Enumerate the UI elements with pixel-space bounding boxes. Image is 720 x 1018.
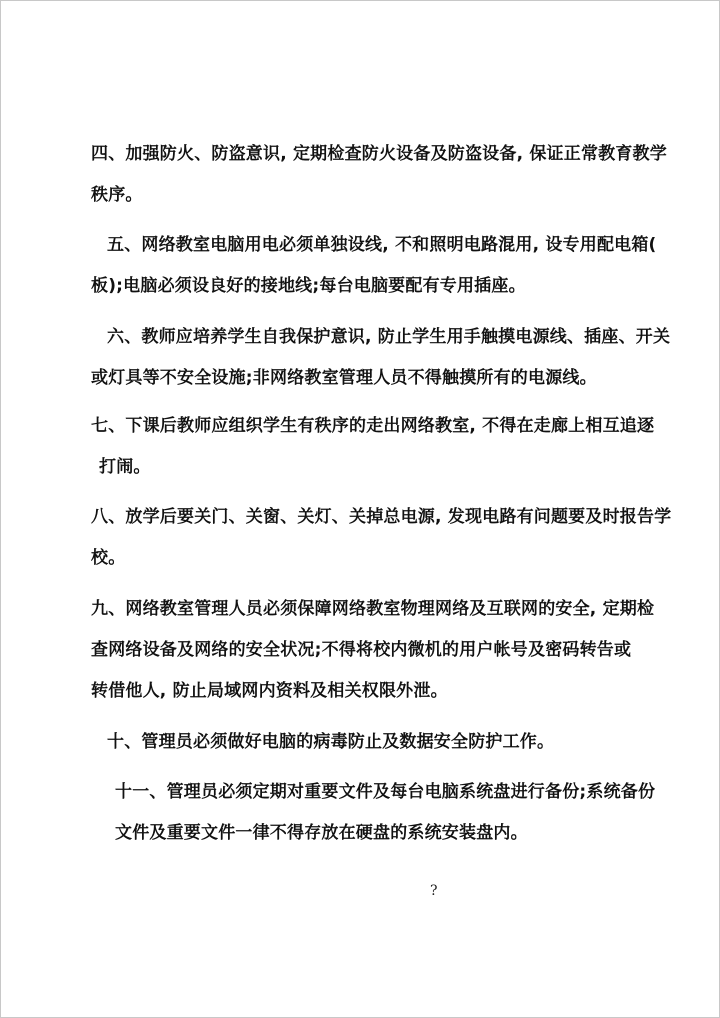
paragraph-line: 查网络设备及网络的安全状况;不得将校内微机的用户帐号及密码转告或 bbox=[91, 640, 632, 660]
paragraph-line: 校。 bbox=[91, 548, 126, 568]
paragraph-line: 十、管理员必须做好电脑的病毒防止及数据安全防护工作。 bbox=[107, 732, 555, 752]
paragraph-line: 九、网络教室管理人员必须保障网络教室物理网络及互联网的安全, 定期检 bbox=[91, 599, 655, 619]
paragraph-5 bbox=[91, 225, 657, 307]
paragraph-line: 转借他人, 防止局域网内资料及相关权限外泄。 bbox=[91, 681, 448, 701]
paragraph-7 bbox=[91, 406, 654, 488]
paragraph-line: 板);电脑必须设良好的接地线;每台电脑要配有专用插座。 bbox=[91, 276, 526, 296]
paragraph-line: 八、放学后要关门、关窗、关灯、关掉总电源, 发现电路有问题要及时报告学 bbox=[91, 507, 672, 527]
paragraph-line: 五、网络教室电脑用电必须单独设线, 不和照明电路混用, 设专用配电箱( bbox=[107, 235, 657, 255]
paragraph-9 bbox=[91, 589, 654, 712]
page-number: ? bbox=[430, 883, 438, 899]
paragraph-10 bbox=[91, 722, 554, 763]
paragraph-line: 四、加强防火、防盗意识, 定期检查防火设备及防盗设备, 保证正常教育教学 bbox=[91, 144, 667, 164]
paragraph-6 bbox=[91, 317, 670, 399]
paragraph-4 bbox=[91, 134, 667, 216]
paragraph-line: 六、教师应培养学生自我保护意识, 防止学生用手触摸电源线、插座、开关 bbox=[107, 327, 671, 347]
paragraph-line: 文件及重要文件一律不得存放在硬盘的系统安装盘内。 bbox=[115, 823, 528, 843]
paragraph-11 bbox=[91, 772, 655, 854]
paragraph-line: 秩序。 bbox=[91, 185, 143, 205]
paragraph-line: 或灯具等不安全设施;非网络教室管理人员不得触摸所有的电源线。 bbox=[91, 368, 597, 388]
paragraph-line: 七、下课后教师应组织学生有秩序的走出网络教室, 不得在走廊上相互追逐 bbox=[91, 416, 655, 436]
paragraph-line: 打闹。 bbox=[99, 457, 151, 477]
paragraph-8 bbox=[91, 497, 671, 579]
paragraph-line: 十一、管理员必须定期对重要文件及每台电脑系统盘进行备份;系统备份 bbox=[115, 782, 656, 802]
